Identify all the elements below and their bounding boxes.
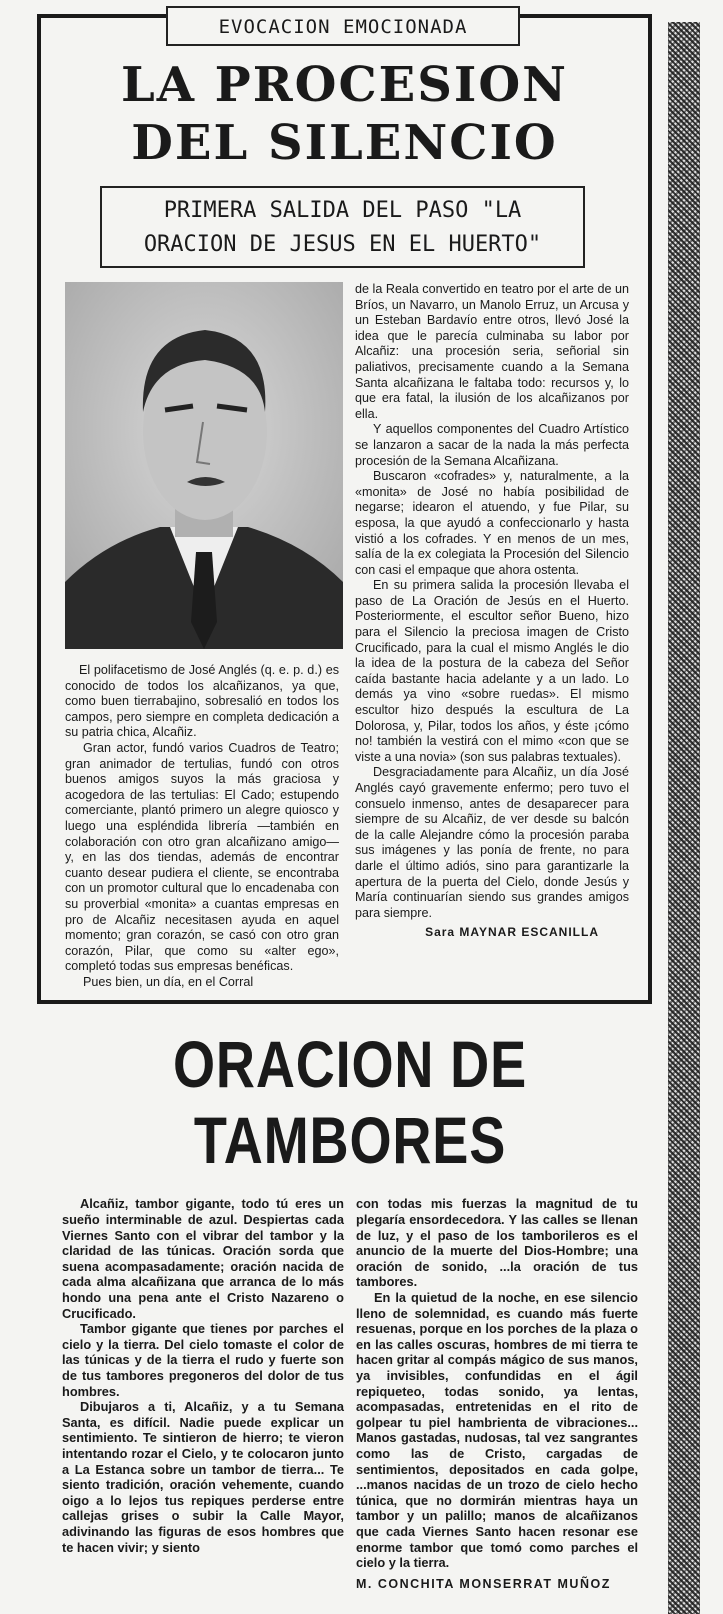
article1-left-column	[65, 663, 339, 990]
article1-right	[355, 282, 629, 939]
article2-columns	[62, 1196, 638, 1592]
portrait-image	[65, 282, 343, 649]
subheadline-line-2: ORACION DE JESUS EN EL HUERTO"	[143, 232, 542, 257]
paragraph: El polifacetismo de José Anglés (q. e. p. d.) es conocido de todos los alcañizanos, ya que, como buen tierrabajino, sobresalió en todos los campos, pero siempre en completa dedicación a su patria chica, Alcañiz.	[65, 663, 339, 740]
paragraph: En la quietud de la noche, en ese silencio lleno de solemnidad, es cuando más fuerte resuenas, porque en los porches de la plaza o en las calles oscuras, hombres de mi tierra te hacen gritar al compás mágico de sus manos, ya invisibles, confundidas en el ágil repiqueteo, todas sonido, ya lentas, acompasadas, entretenidas en el rito de golpear tu piel hambrienta de vibraciones... Manos gastadas, nudosas, tal vez sangrantes como las de Cristo, cargadas de sentimientos, depositados en cada golpe, ...manos nacidas de un trozo de cielo hecho túnica, que no dormirán mientras haya un tambor y un palillo; manos de alcañizanos que cada Viernes Santo hacen resonar ese enorme tambor que tomó como parches el cielo y la tierra.	[356, 1290, 638, 1571]
article-frame	[37, 14, 652, 1004]
article2-byline: M. CONCHITA MONSERRAT MUÑOZ	[356, 1576, 611, 1591]
paragraph: En su primera salida la procesión llevaba el paso de La Oración de Jesús en el Huerto. Posteriormente, el escultor señor Bueno, hizo para el Silencio la preciosa imagen de Cristo Crucificado, para la cual el mismo Anglés le dio la idea de la postura de la cabeza del Señor caída bastante hacia adelante y a un lado. Lo demás ya vino «sobre ruedas». El mismo escultor hizo después la escultura de La Dolorosa, y, Pilar, todos los años, y éste ¡cómo no! también la vestirá con el mimo «con que se viste a una novia» (son sus palabras textuales).	[355, 578, 629, 764]
hatched-margin-strip	[668, 22, 700, 1614]
article1-columns	[65, 282, 629, 990]
headline-line-2: DEL SILENCIO	[131, 115, 558, 171]
article1-right-column	[355, 282, 629, 921]
subheadline-box	[100, 186, 585, 268]
portrait-photo	[65, 282, 343, 649]
paragraph: de la Reala convertido en teatro por el arte de un Bríos, un Navarro, un Manolo Erruz, un Arcusa y un Esteban Bardavío entre otros, llevó José la idea que le parecía culminaba su labor por Alcañiz: una procesión seria, señorial sin paliativos, precisamente cuando a la Semana Santa alcañizana le faltaba todo: recursos y, lo que era fatal, la ilusión de los alcañizanos por ella.	[355, 282, 629, 421]
subheadline-line-1: PRIMERA SALIDA DEL PASO "LA	[163, 198, 522, 223]
paragraph: Gran actor, fundó varios Cuadros de Teatro; gran animador de tertulias, fundó con otros buenos amigos suyos la más graciosa y acogedora de las tertulias: El Cado; estupendo comerciante, plantó primero un alegre quiosco y luego una espléndida librería —también en colaboración con otro gran alcañizano amigo— y, en las dos tiendas, además de encontrar cuanto desear pudiera el cliente, se encontraba con un promotor cultural que lo encadenaba con su proverbial «monita» a cuantas empresas en pro de Alcañiz necesitasen ayuda en aquel momento; gran corazón, se casó con otro gran corazón, Pilar, que como su «alter ego», completó todas sus empresas benéficas.	[65, 740, 339, 974]
article2-headline: ORACION DE TAMBORES	[173, 1027, 527, 1178]
paragraph: Buscaron «cofrades» y, naturalmente, a la «monita» de José no había posibilidad de negarse; idearon el atuendo, y fue Pilar, su esposa, la que ayudó a confeccionarlo y hasta vistió a los cofrades. Y en menos de un mes, salía de la ex colegiata la Procesión del Silencio con casi el empaque que ahora ostenta.	[355, 469, 629, 577]
article2-left-column	[62, 1196, 344, 1555]
paragraph: Desgraciadamente para Alcañiz, un día José Anglés cayó gravemente enfermo; pero tuvo el consuelo inmenso, antes de desaparecer para siempre de su Alcañiz, de ver desde su balcón de la calle Alejandre cómo la procesión paraba sus imágenes y las ponía de frente, no para darle el último adiós, sino para garantizarle la apertura de la puerta del Cielo, donde Jesús y María continuarían siendo sus grandes amigos para siempre.	[355, 765, 629, 920]
kicker-label: EVOCACION EMOCIONADA	[166, 6, 520, 46]
paragraph: Tambor gigante que tienes por parches el cielo y la tierra. Del cielo tomaste el color de las túnicas y de la tierra el rudo y fuerte son de tus tambores pregoneros del dolor de tus hombres.	[62, 1321, 344, 1399]
article1-left	[65, 282, 339, 990]
paragraph: Alcañiz, tambor gigante, todo tú eres un sueño interminable de azul. Despiertas cada Viernes Santo con el vibrar del tambor y la claridad de las túnicas. Oración sorda que suena acompasadamente; oración nacida de cada alma alcañizana que arranca de lo más hondo una pena ante el Cristo Nazareno o Crucificado.	[62, 1196, 344, 1321]
paragraph: con todas mis fuerzas la magnitud de tu plegaría ensordecedora. Y las calles se llenan de luz, y el paso de los tamborileros es el anuncio de la muerte del Dios-Hombre; una oración de sonido, ...la oración de tus tambores.	[356, 1196, 638, 1290]
article1-byline: Sara MAYNAR ESCANILLA	[425, 925, 599, 940]
paragraph: Pues bien, un día, en el Corral	[83, 974, 254, 989]
paragraph: Dibujaros a ti, Alcañiz, y a tu Semana Santa, es difícil. Nadie puede explicar un sentimiento. Te sintieron de hierro; te vieron intentando rozar el Cielo, y te colocaron junto a La Estanca sobre un tambor de tierra... Te siento tradición, oración vehemente, cuando oigo a lo lejos tus repiques perderse entre callejas grises o subir la Calle Mayor, adivinando las figuras de esos hombres que te hacen vivir; y siento	[62, 1399, 344, 1555]
paragraph: Y aquellos componentes del Cuadro Artístico se lanzaron a sacar de la nada la más perfecta procesión de la Semana Alcañizana.	[355, 422, 629, 468]
headline-line-1: LA PROCESION	[120, 57, 569, 113]
article2-right-column	[356, 1196, 638, 1592]
